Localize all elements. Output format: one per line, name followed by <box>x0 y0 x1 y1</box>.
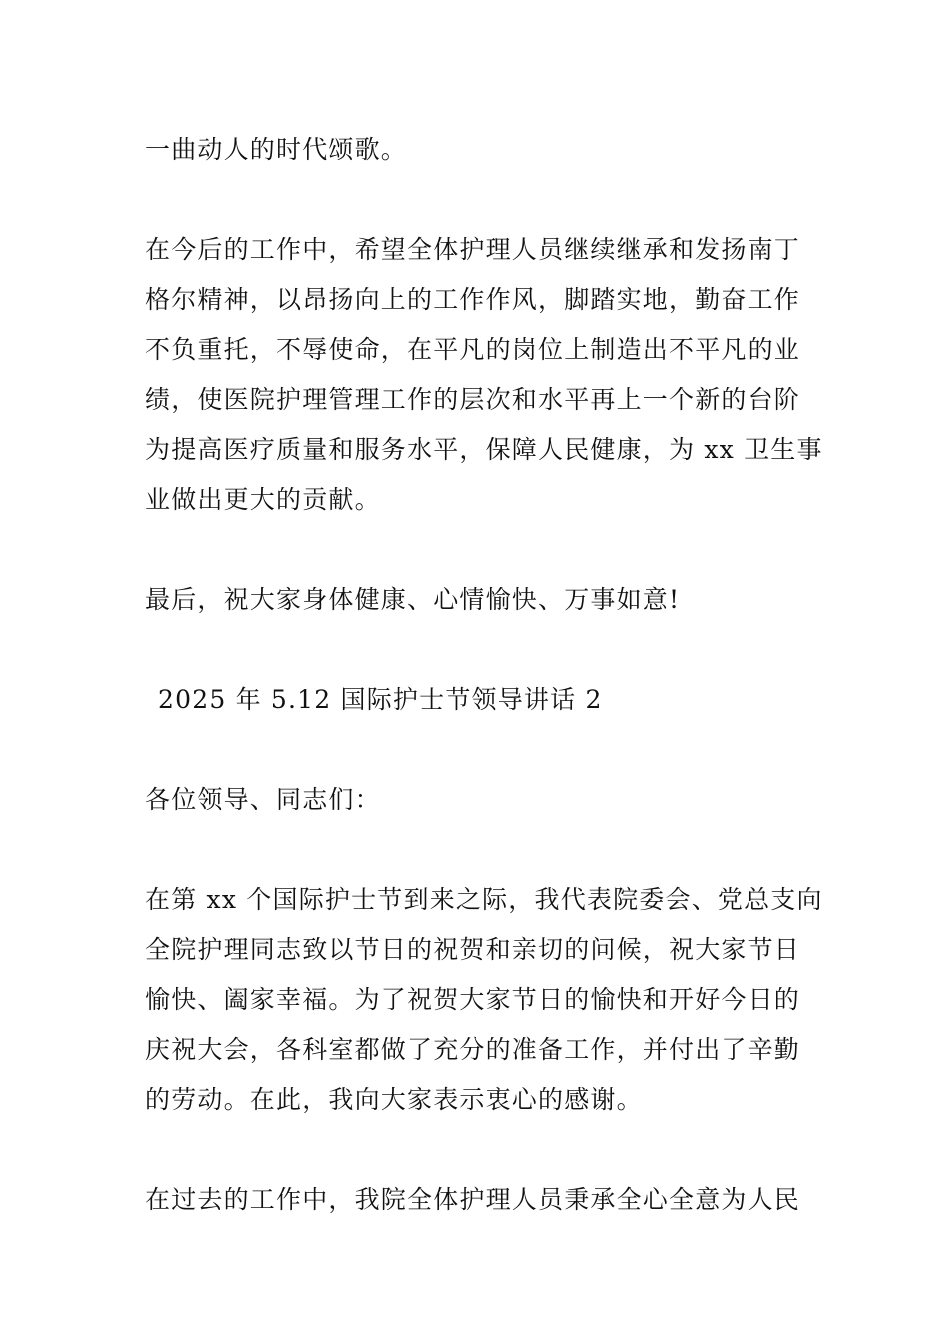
text-line: 格尔精神，以昂扬向上的工作作风，脚踏实地，勤奋工作 <box>145 285 801 314</box>
text-line: 绩，使医院护理管理工作的层次和水平再上一个新的台阶 <box>145 385 801 414</box>
text-line: 最后，祝大家身体健康、心情愉快、万事如意! <box>145 585 681 614</box>
text-line: 在今后的工作中，希望全体护理人员继续继承和发扬南丁 <box>145 235 801 264</box>
text-line: 的劳动。在此，我向大家表示衷心的感谢。 <box>145 1085 643 1114</box>
text-line: 全院护理同志致以节日的祝贺和亲切的问候，祝大家节日 <box>145 935 801 964</box>
text-line: 在第 xx 个国际护士节到来之际，我代表院委会、党总支向 <box>145 885 823 914</box>
section-heading: 2025 年 5.12 国际护士节领导讲话 2 <box>158 685 603 714</box>
text-line: 业做出更大的贡献。 <box>145 485 381 514</box>
text-line: 在过去的工作中，我院全体护理人员秉承全心全意为人民 <box>145 1185 801 1214</box>
text-line: 为提高医疗质量和服务水平，保障人民健康，为 xx 卫生事 <box>145 435 823 464</box>
text-line: 一曲动人的时代颂歌。 <box>145 135 408 164</box>
text-line: 不负重托，不辱使命，在平凡的岗位上制造出不平凡的业 <box>145 335 801 364</box>
text-line: 庆祝大会，各科室都做了充分的准备工作，并付出了辛勤 <box>145 1035 801 1064</box>
salutation: 各位领导、同志们： <box>145 785 381 814</box>
text-line: 愉快、阖家幸福。为了祝贺大家节日的愉快和开好今日的 <box>145 985 801 1014</box>
